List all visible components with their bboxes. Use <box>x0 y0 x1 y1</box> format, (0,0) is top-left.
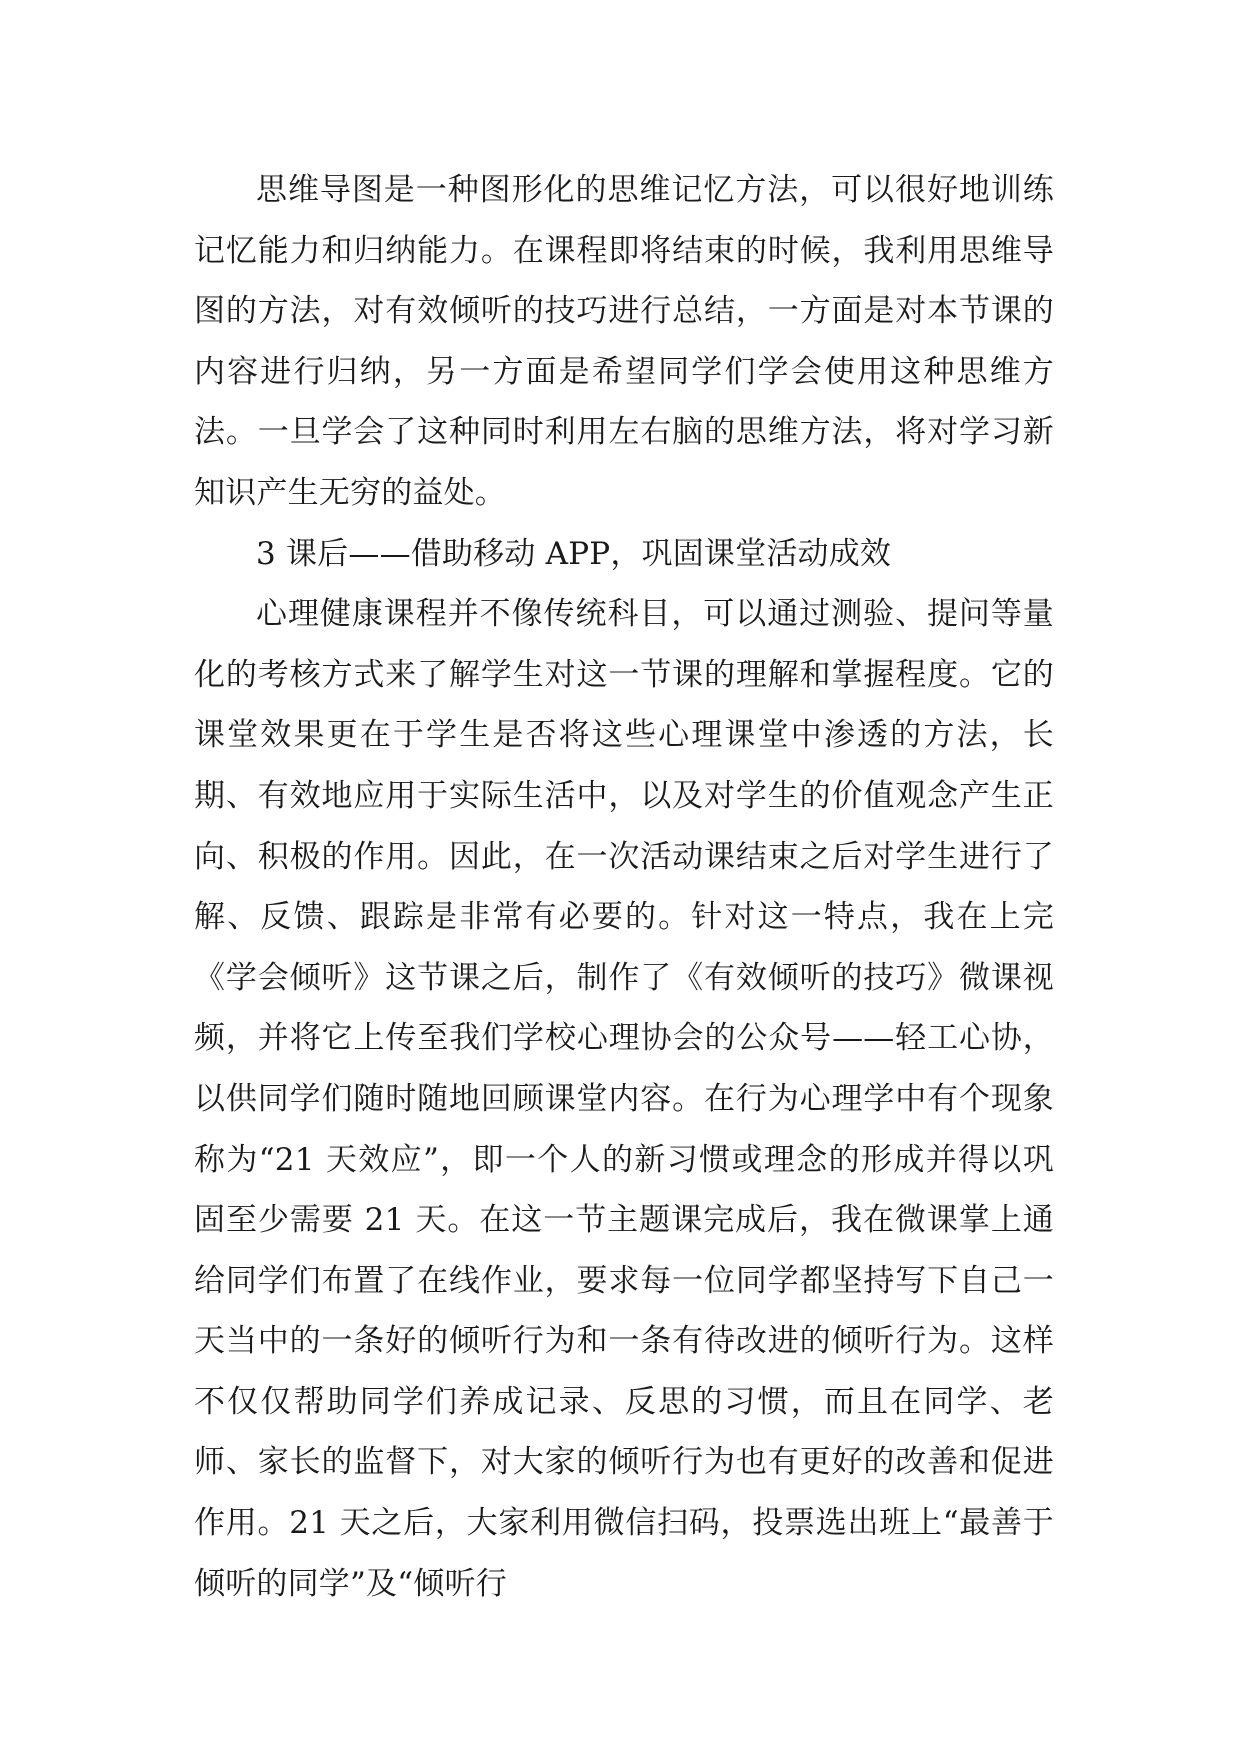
section-heading: 3 课后——借助移动 APP，巩固课堂活动成效 <box>256 535 892 572</box>
body-text <box>194 160 1054 1614</box>
paragraph-after-class: 心理健康课程并不像传统科目，可以通过测验、提问等量化的考核方式来了解学生对这一节课的理解和掌握程度。它的课堂效果更在于学生是否将这些心理课堂中渗透的方法，长期、有效地应用于实际生活中，以及对学生的价值观念产生正向、积极的作用。因此，在一次活动课结束之后对学生进行了解、反馈、跟踪是非常有必要的。针对这一特点，我在上完《学会倾听》这节课之后，制作了《有效倾听的技巧》微课视频，并将它上传至我们学校心理协会的公众号——轻工心协，以供同学们随时随地回顾课堂内容。在行为心理学中有个现象称为“21 天效应”，即一个人的新习惯或理念的形成并得以巩固至少需要 21 天。在这一节主题课完成后，我在微课掌上通给同学们布置了在线作业，要求每一位同学都坚持写下自己一天当中的一条好的倾听行为和一条有待改进的倾听行为。这样不仅仅帮助同学们养成记录、反思的习惯，而且在同学、老师、家长的监督下，对大家的倾听行为也有更好的改善和促进作用。21 天之后，大家利用微信扫码，投票选出班上“最善于倾听的同学”及“倾听行 <box>194 596 1054 1602</box>
paragraph-mind-map: 思维导图是一种图形化的思维记忆方法，可以很好地训练记忆能力和归纳能力。在课程即将结束的时候，我利用思维导图的方法，对有效倾听的技巧进行总结，一方面是对本节课的内容进行归纳，另一方面是希望同学们学会使用这种思维方法。一旦学会了这种同时利用左右脑的思维方法，将对学习新知识产生无穷的益处。 <box>194 172 1054 511</box>
